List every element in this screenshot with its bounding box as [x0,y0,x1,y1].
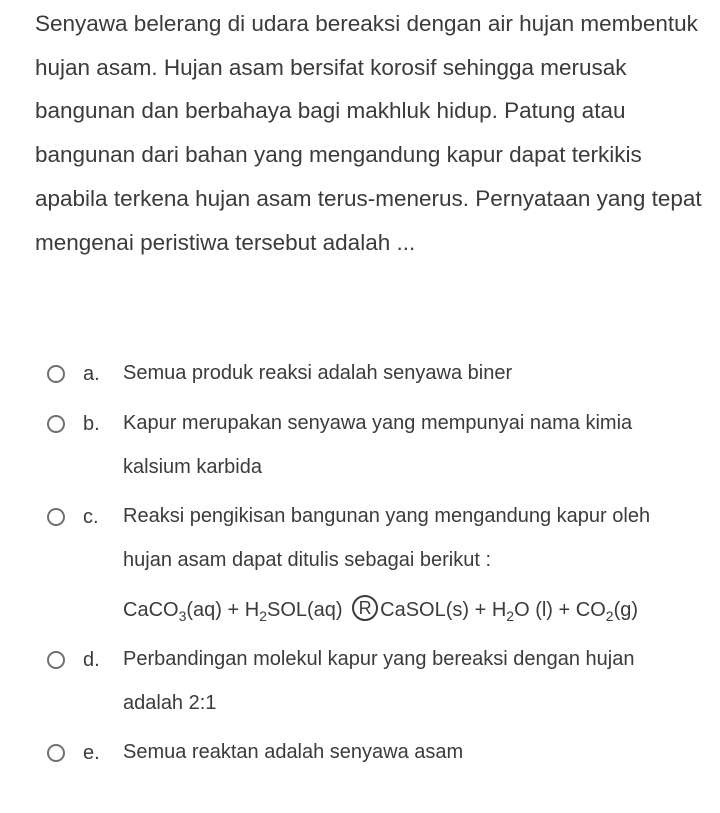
formula-part: O (l) + CO [514,599,606,621]
option-text-d: Perbandingan molekul kapur yang bereaksi dengan hujan adalah 2:1 [123,648,635,714]
option-letter-b: b. [83,413,100,435]
option-text-e: Semua reaktan adalah senyawa asam [123,741,464,763]
option-text-b: Kapur merupakan senyawa yang mempunyai nama kimia kalsium karbida [123,412,633,478]
radio-button-b[interactable] [47,415,65,433]
formula-part: (g) [613,599,639,621]
registered-symbol-icon: R [352,595,378,621]
option-letter-e: e. [83,742,100,764]
option-letter-a: a. [83,363,100,385]
radio-button-e[interactable] [47,744,65,762]
formula-subscript: 2 [259,608,267,624]
radio-button-a[interactable] [47,365,65,383]
formula-part: (aq) + H [186,599,260,621]
formula-subscript: 2 [506,608,515,624]
option-letter-c: c. [83,506,99,528]
reaction-equation [123,589,703,633]
option-text-a: Semua produk reaksi adalah senyawa biner [123,362,513,384]
formula-part: CaCO [123,599,179,621]
question-text: Senyawa belerang di udara bereaksi dengan air hujan membentuk hujan asam. Hujan asam bersifat korosif sehingga merusak bangunan dan berbahaya bagi makhluk hidup. Patung atau bangunan dari bahan yang mengandung kapur dapat terkikis apabila terkena hujan asam terus-menerus. Pernyataan yang tepat mengenai peristiwa tersebut adalah ... [35,11,702,255]
option-letter-d: d. [83,649,100,671]
radio-button-c[interactable] [47,508,65,526]
option-text-c: Reaksi pengikisan bangunan yang mengandung kapur oleh hujan asam dapat ditulis sebagai berikut : [123,505,651,571]
formula-subscript: 2 [605,608,614,624]
radio-button-d[interactable] [47,651,65,669]
formula-subscript: 3 [178,608,187,624]
formula-part: SOL(aq) [266,599,349,621]
formula-part: CaSOL(s) + H [380,599,507,621]
